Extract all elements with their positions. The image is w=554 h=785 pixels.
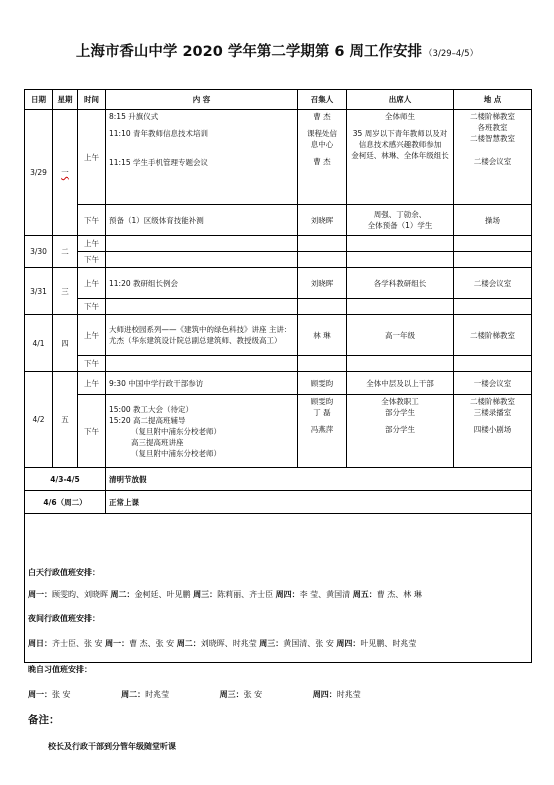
attendee-text: 全体预备（1）学生 bbox=[367, 221, 433, 230]
header-weekday: 星期 bbox=[53, 90, 78, 110]
convener-cell bbox=[298, 252, 347, 268]
attendee-text: 部分学生 bbox=[385, 408, 415, 417]
header-location: 地 点 bbox=[454, 90, 532, 110]
date-cell: 4/2 bbox=[25, 372, 53, 468]
location-cell bbox=[454, 252, 532, 268]
convener-name: 课程处信息中心 bbox=[307, 129, 337, 149]
notes-heading: 备注： bbox=[28, 714, 60, 726]
convener-cell bbox=[298, 356, 347, 372]
resume-row bbox=[25, 491, 532, 514]
agenda-item: 15:00 教工大会（待定） bbox=[109, 404, 193, 414]
time-cell: 下午 bbox=[78, 252, 106, 268]
table-row bbox=[25, 252, 532, 268]
location-text: 二楼阶梯教室 bbox=[470, 397, 515, 406]
location-cell bbox=[454, 299, 532, 315]
attendees-cell bbox=[347, 395, 454, 468]
location-text: 二楼会议室 bbox=[473, 157, 512, 166]
attendee-text: 全体师生 bbox=[385, 112, 415, 121]
convener-cell: 林 琳 bbox=[298, 315, 347, 356]
agenda-item: （复旦附中浦东分校老师） bbox=[131, 426, 221, 436]
weekday-label: 一 bbox=[61, 168, 69, 177]
time-cell: 上午 bbox=[78, 372, 106, 395]
convener-cell bbox=[298, 299, 347, 315]
content-cell: 11:20 教研组长例会 bbox=[106, 268, 298, 299]
convener-cell bbox=[298, 395, 347, 468]
content-cell bbox=[106, 236, 298, 252]
attendees-cell bbox=[347, 356, 454, 372]
attendee-text: 周强、丁勍余、 bbox=[373, 210, 427, 219]
notes-body: 校长及行政干部到分管年级随堂听课 bbox=[48, 742, 176, 751]
day-duty-heading: 白天行政值班安排： bbox=[28, 568, 100, 577]
attendees-cell bbox=[347, 252, 454, 268]
header-row bbox=[25, 90, 532, 110]
table-row bbox=[25, 315, 532, 356]
time-cell: 下午 bbox=[78, 299, 106, 315]
location-text: 四楼小剧场 bbox=[473, 425, 512, 434]
header-content: 内 容 bbox=[106, 90, 298, 110]
location-cell: 二楼阶梯教室 bbox=[454, 315, 532, 356]
agenda-item: 8:15 升旗仪式 bbox=[109, 112, 159, 121]
title-main: 上海市香山中学 2020 学年第二学期第 6 周工作安排 bbox=[75, 44, 423, 60]
time-cell: 下午 bbox=[78, 205, 106, 236]
document-title bbox=[0, 40, 554, 61]
time-cell: 下午 bbox=[78, 395, 106, 468]
agenda-item: 11:10 青年教师信息技术培训 bbox=[109, 129, 208, 138]
convener-name: 丁 磊 bbox=[313, 408, 331, 417]
header-attendees: 出席人 bbox=[347, 90, 454, 110]
header-date: 日期 bbox=[25, 90, 53, 110]
table-row bbox=[25, 372, 532, 395]
location-cell: 一楼会议室 bbox=[454, 372, 532, 395]
attendees-cell: 高一年级 bbox=[347, 315, 454, 356]
convener-cell bbox=[298, 236, 347, 252]
date-cell: 3/29 bbox=[25, 110, 53, 236]
agenda-item: 15:20 高二提高班辅导 bbox=[109, 415, 186, 425]
holiday-row bbox=[25, 468, 532, 491]
content-cell bbox=[106, 110, 298, 205]
convener-name: 曹 杰 bbox=[313, 157, 331, 166]
agenda-item: （复旦附中浦东分校老师） bbox=[131, 448, 221, 458]
agenda-item: 高三提高班讲座 bbox=[131, 437, 184, 447]
table-row bbox=[25, 395, 532, 468]
content-cell bbox=[106, 395, 298, 468]
holiday-content: 清明节放假 bbox=[106, 468, 532, 491]
weekday-cell bbox=[53, 110, 78, 236]
time-cell: 上午 bbox=[78, 236, 106, 252]
title-dates: （3/29–4/5） bbox=[424, 49, 479, 59]
location-text: 三楼录播室 bbox=[473, 408, 512, 417]
header-convener: 召集人 bbox=[298, 90, 347, 110]
holiday-date: 4/3-4/5 bbox=[25, 468, 106, 491]
table-row bbox=[25, 268, 532, 299]
table-row bbox=[25, 356, 532, 372]
content-cell bbox=[106, 356, 298, 372]
attendees-cell: 各学科教研组长 bbox=[347, 268, 454, 299]
day-duty-list: 周一：顾雯昀、刘晓晖 周二：金柯廷、叶见鹏 周三：陈莉丽、齐士臣 周四：李 莹、黄国清 周五：曹 杰、林 琳 bbox=[28, 590, 422, 599]
table-row bbox=[25, 299, 532, 315]
time-cell: 下午 bbox=[78, 356, 106, 372]
content-cell: 预备（1）区级体育技能补测 bbox=[106, 205, 298, 236]
attendee-text: 全体教职工 bbox=[381, 397, 419, 406]
attendees-cell: 全体中层及以上干部 bbox=[347, 372, 454, 395]
attendees-cell bbox=[347, 236, 454, 252]
attendee-text: 35 周岁以下青年教师以及对信息技术感兴趣教师参加 bbox=[352, 129, 448, 149]
evening-study-list: 周一：张 安 周二：时兆莹 周三：张 安 周四：时兆莹 bbox=[28, 690, 361, 699]
content-cell bbox=[106, 299, 298, 315]
header-time: 时间 bbox=[78, 90, 106, 110]
date-cell: 4/1 bbox=[25, 315, 53, 372]
agenda-item: 11:15 学生手机管理专题会议 bbox=[109, 158, 208, 167]
location-cell: 二楼会议室 bbox=[454, 268, 532, 299]
weekday-cell: 二 bbox=[53, 236, 78, 268]
weekday-cell: 三 bbox=[53, 268, 78, 315]
content-cell bbox=[106, 252, 298, 268]
convener-name: 冯燕萍 bbox=[310, 425, 334, 434]
convener-cell bbox=[298, 110, 347, 205]
table-row bbox=[25, 205, 532, 236]
weekday-cell: 五 bbox=[53, 372, 78, 468]
location-text: 二楼阶梯教室 bbox=[470, 112, 515, 121]
attendees-cell bbox=[347, 299, 454, 315]
convener-cell: 刘晓晖 bbox=[298, 268, 347, 299]
location-cell bbox=[454, 395, 532, 468]
convener-cell: 刘晓晖 bbox=[298, 205, 347, 236]
content-cell: 9:30 中国中学行政干部参访 bbox=[106, 372, 298, 395]
convener-name: 顾雯昀 bbox=[310, 397, 334, 406]
location-cell: 操场 bbox=[454, 205, 532, 236]
schedule-table bbox=[24, 89, 532, 663]
content-cell: 大师进校园系列——《建筑中的绿色科技》讲座 主讲：尤杰（华东建筑设计院总副总建筑师、教授级高工） bbox=[106, 315, 298, 356]
date-cell: 3/30 bbox=[25, 236, 53, 268]
attendee-text: 部分学生 bbox=[385, 425, 415, 434]
date-cell: 3/31 bbox=[25, 268, 53, 315]
location-cell bbox=[454, 236, 532, 252]
location-cell bbox=[454, 110, 532, 205]
resume-date: 4/6（周二） bbox=[25, 491, 106, 514]
convener-name: 曹 杰 bbox=[313, 112, 331, 121]
resume-content: 正常上课 bbox=[106, 491, 532, 514]
attendees-cell bbox=[347, 110, 454, 205]
night-duty-heading: 夜间行政值班安排： bbox=[28, 614, 100, 623]
evening-study-heading: 晚自习值班安排： bbox=[28, 665, 92, 674]
convener-cell: 顾雯昀 bbox=[298, 372, 347, 395]
location-text: 各班教室 bbox=[477, 123, 508, 132]
time-cell: 上午 bbox=[78, 315, 106, 356]
table-row bbox=[25, 110, 532, 205]
night-duty-list: 周日：齐士臣、张 安 周一：曹 杰、张 安 周二：刘晓晖、时兆莹 周三：黄国清、张 安 周四：叶见鹏、时兆莹 bbox=[28, 639, 417, 648]
weekday-cell: 四 bbox=[53, 315, 78, 372]
attendees-cell bbox=[347, 205, 454, 236]
time-cell: 上午 bbox=[78, 110, 106, 205]
attendee-text: 金柯廷、林琳、全体年级组长 bbox=[351, 151, 449, 160]
location-text: 二楼智慧教室 bbox=[470, 134, 515, 143]
time-cell: 上午 bbox=[78, 268, 106, 299]
location-cell bbox=[454, 356, 532, 372]
table-row bbox=[25, 236, 532, 252]
